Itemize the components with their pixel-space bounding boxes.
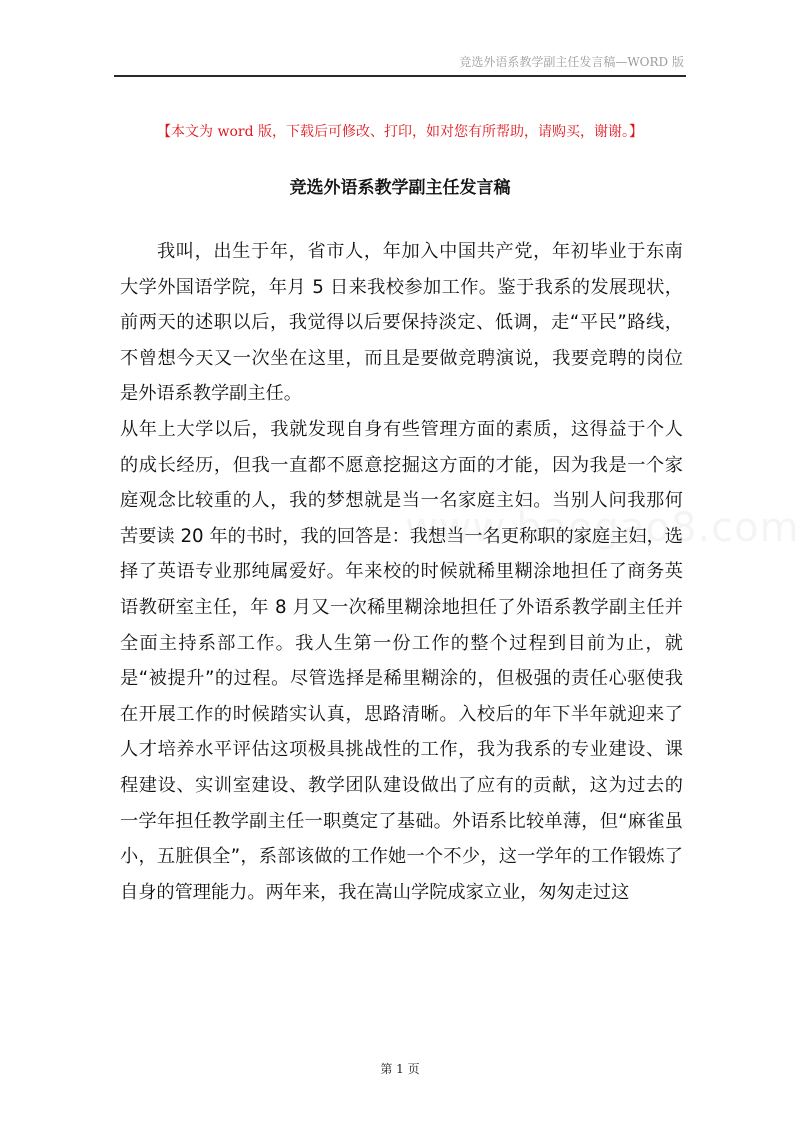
header-divider <box>114 75 686 77</box>
page-number: 第 1 页 <box>380 1062 420 1076</box>
paragraph-1: 我叫，出生于年，省市人，年加入中国共产党，年初毕业于东南大学外国语学院，年月 5 日来我校参加工作。鉴于我系的发展现状，前两天的述职以后，我觉得以后要保持淡定、低调，走“平民”路线，不曾想今天又一次坐在这里，而且是要做竞聘演说，我要竞聘的岗位是外语系教学副主任。 <box>120 241 683 405</box>
paragraph-2: 从年上大学以后，我就发现自身有些管理方面的素质，这得益于个人的成长经历，但我一直都不愿意挖掘这方面的才能，因为我是一个家庭观念比较重的人，我的梦想就是当一名家庭主妇。当别人问我那何苦要读 20 年的书时，我的回答是：我想当一名更称职的家庭主妇，选择了英语专业那纯属爱好。年来校的时候就稀里糊涂地担任了商务英语教研室主任，年 8 月又一次稀里糊涂地担任了外语系教学副主任并全面主持系部工作。我人生第一份工作的整个过程到目前为止，就是“被提升”的过程。尽管选择是稀里糊涂的，但极强的责任心驱使我在开展工作的时候踏实认真，思路清晰。入校后的年下半年就迎来了人才培养水平评估这项极具挑战性的工作，我为我系的专业建设、课程建设、实训室建设、教学团队建设做出了应有的贡献，这为过去的一学年担任教学副主任一职奠定了基础。外语系比较单薄，但“麻雀虽小，五脏俱全”，系部该做的工作她一个不少，这一学年的工作锻炼了自身的管理能力。两年来，我在嵩山学院成家立业，匆匆走过这 <box>120 418 683 903</box>
purchase-notice: 【本文为 word 版，下载后可修改、打印，如对您有所帮助，请购买，谢谢。】 <box>157 124 643 140</box>
document-body <box>120 234 683 910</box>
document-title: 竞选外语系教学副主任发言稿 <box>289 178 511 198</box>
running-header: 竞选外语系教学副主任发言稿—WORD 版 <box>459 55 684 69</box>
